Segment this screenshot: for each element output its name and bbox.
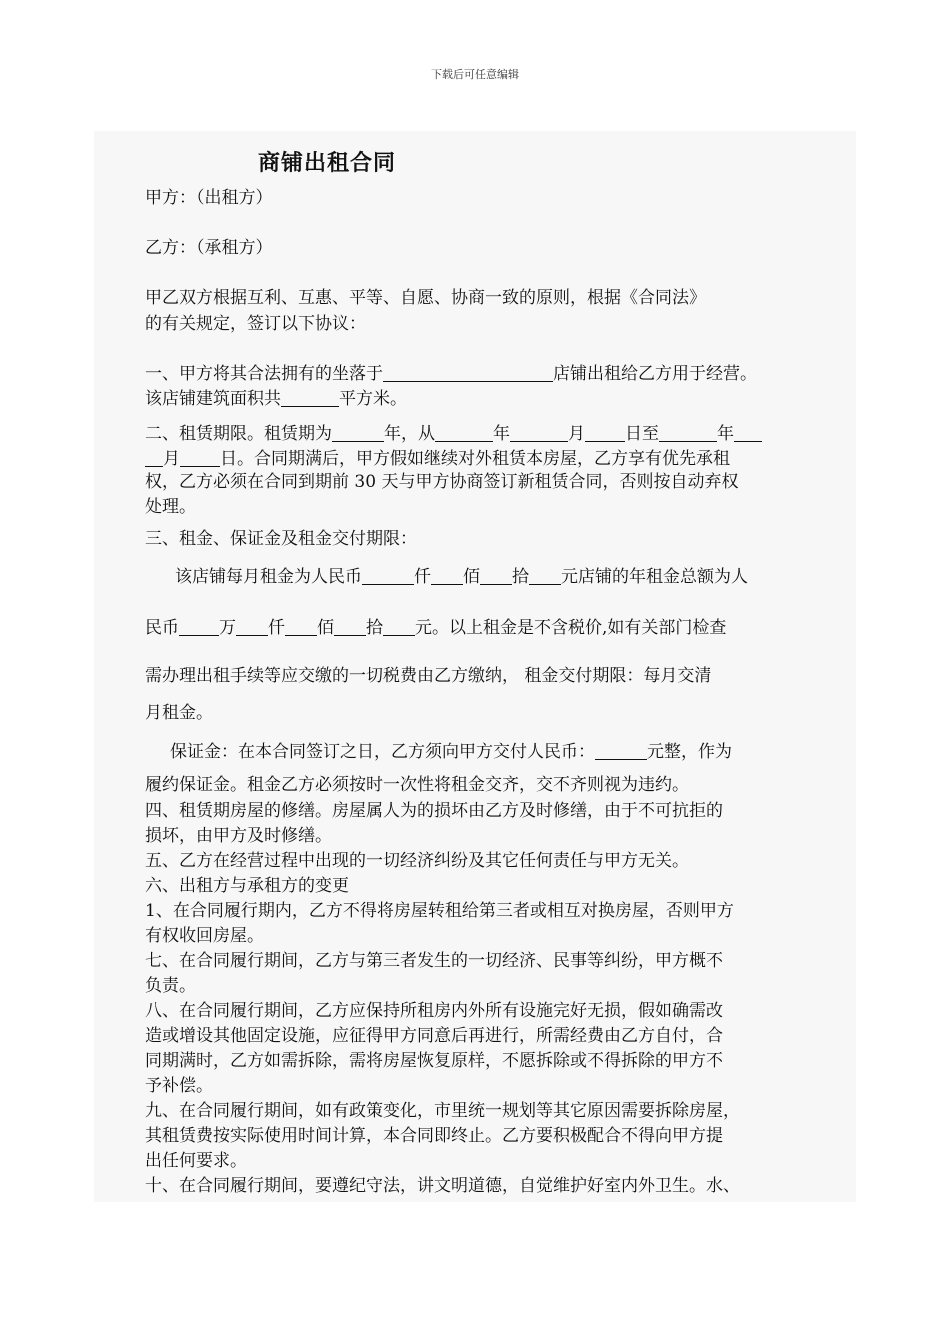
- text-segment: 日。合同期满后，甲方假如继续对外租赁本房屋，乙方享有优先承租: [220, 449, 730, 469]
- blank-field: [431, 567, 463, 585]
- blank-field: [236, 618, 268, 636]
- text-segment: 月: [163, 449, 180, 469]
- text-segment: 一、甲方将其合法拥有的坐落于: [145, 364, 383, 384]
- text-line: [145, 878, 349, 895]
- text-segment: 年: [717, 424, 734, 444]
- text-line: [145, 389, 407, 408]
- blank-field: [595, 742, 647, 760]
- text-segment: 三、租金、保证金及租金交付期限：: [145, 529, 417, 549]
- text-segment: 元店铺的年租金总额为人: [561, 567, 748, 587]
- text-segment: 权，乙方必须在合同到期前 30 天与甲方协商签订新租赁合同，否则按自动弃权: [145, 472, 739, 492]
- blank-field: [383, 618, 415, 636]
- text-segment: 甲方：（出租方）: [145, 188, 273, 208]
- text-line: [145, 705, 213, 722]
- text-segment: 的有关规定，签订以下协议：: [145, 314, 366, 334]
- text-segment: 保证金：在本合同签订之日，乙方须向甲方交付人民币：: [170, 742, 595, 762]
- text-line: [175, 567, 748, 586]
- text-segment: 元。以上租金是不含税价,如有关部门检查: [415, 618, 727, 638]
- blank-field: [659, 424, 717, 442]
- text-segment: 该店铺每月租金为人民币: [175, 567, 362, 587]
- blank-field: [362, 567, 414, 585]
- text-segment: 佰: [317, 618, 334, 638]
- text-line: [145, 1128, 723, 1145]
- text-line: [145, 531, 417, 548]
- blank-field: [734, 424, 762, 442]
- text-segment: 年，从: [384, 424, 435, 444]
- blank-field: [383, 364, 553, 382]
- text-segment: 店铺出租给乙方用于经营。: [553, 364, 757, 384]
- header-note: 下载后可任意编辑: [431, 68, 519, 81]
- text-line: [145, 290, 706, 307]
- text-segment: 月租金。: [145, 703, 213, 723]
- text-line: [145, 928, 264, 945]
- blank-field: [332, 424, 384, 442]
- text-segment: 拾: [366, 618, 383, 638]
- text-segment: 甲乙双方根据互利、互惠、平等、自愿、协商一致的原则，根据《合同法》: [145, 288, 706, 308]
- text-line: [145, 1103, 740, 1120]
- text-segment: 七、在合同履行期间，乙方与第三者发生的一切经济、民事等纠纷，甲方概不: [145, 951, 723, 971]
- text-line: [145, 668, 711, 685]
- blank-field: [585, 424, 625, 442]
- text-segment: 仟: [268, 618, 285, 638]
- text-line: [145, 828, 332, 845]
- text-line: [145, 903, 734, 920]
- blank-field: [510, 424, 568, 442]
- text-segment: 日至: [625, 424, 659, 444]
- text-segment: 八、在合同履行期间，乙方应保持所租房内外所有设施完好无损，假如确需改: [145, 1001, 723, 1021]
- text-segment: 处理。: [145, 497, 196, 517]
- text-segment: 该店铺建筑面积共: [145, 389, 281, 409]
- text-segment: 其租赁费按实际使用时间计算，本合同即终止。乙方要积极配合不得向甲方提: [145, 1126, 723, 1146]
- text-segment: 四、租赁期房屋的修缮。房屋属人为的损坏由乙方及时修缮，由于不可抗拒的: [145, 801, 723, 821]
- blank-field: [179, 618, 219, 636]
- text-line: [145, 240, 273, 257]
- text-line: [145, 316, 366, 333]
- text-segment: 1、在合同履行期内，乙方不得将房屋转租给第三者或相互对换房屋，否则甲方: [145, 901, 734, 921]
- text-segment: 仟: [414, 567, 431, 587]
- blank-field: [334, 618, 366, 636]
- text-line: [145, 853, 689, 870]
- blank-field: [180, 449, 220, 467]
- text-segment: 负责。: [145, 976, 196, 996]
- text-segment: 予补偿。: [145, 1076, 213, 1096]
- text-segment: 造或增设其他固定设施，应征得甲方同意后再进行，所需经费由乙方自付，合: [145, 1026, 723, 1046]
- text-line: [145, 449, 730, 468]
- text-line: [145, 364, 757, 383]
- text-segment: 乙方：（承租方）: [145, 238, 273, 258]
- text-segment: 十、在合同履行期间，要遵纪守法，讲文明道德，自觉维护好室内外卫生。水、: [145, 1176, 740, 1196]
- text-line: [145, 499, 196, 516]
- text-line: [145, 474, 738, 491]
- document-title: 商铺出租合同: [258, 151, 397, 176]
- text-line: [145, 190, 273, 207]
- text-segment: 元整，作为: [647, 742, 732, 762]
- text-line: [145, 803, 723, 820]
- text-segment: 佰: [463, 567, 480, 587]
- text-segment: 二、租赁期限。租赁期为: [145, 424, 332, 444]
- blank-field: [285, 618, 317, 636]
- text-line: [145, 1053, 723, 1070]
- text-segment: 损坏，由甲方及时修缮。: [145, 826, 332, 846]
- blank-field: [529, 567, 561, 585]
- text-segment: 民币: [145, 618, 179, 638]
- blank-field: [145, 449, 163, 467]
- text-line: [145, 953, 723, 970]
- text-segment: 需办理出租手续等应交缴的一切税费由乙方缴纳， 租金交付期限：每月交清: [145, 666, 712, 686]
- blank-field: [281, 389, 339, 407]
- text-line: [145, 1003, 723, 1020]
- text-segment: 有权收回房屋。: [145, 926, 264, 946]
- text-segment: 五、乙方在经营过程中出现的一切经济纠纷及其它任何责任与甲方无关。: [145, 851, 689, 871]
- text-line: [170, 742, 732, 761]
- blank-field: [480, 567, 512, 585]
- text-segment: 九、在合同履行期间，如有政策变化，市里统一规划等其它原因需要拆除房屋，: [145, 1101, 740, 1121]
- text-line: [145, 1153, 247, 1170]
- text-segment: 履约保证金。租金乙方必须按时一次性将租金交齐，交不齐则视为违约。: [145, 775, 689, 795]
- text-segment: 六、出租方与承租方的变更: [145, 876, 349, 896]
- text-segment: 同期满时，乙方如需拆除，需将房屋恢复原样，不愿拆除或不得拆除的甲方不: [145, 1051, 723, 1071]
- text-segment: 年: [493, 424, 510, 444]
- text-line: [145, 1078, 213, 1095]
- text-line: [145, 1028, 723, 1045]
- text-line: [145, 777, 689, 794]
- text-line: [145, 618, 726, 637]
- text-line: [145, 424, 762, 443]
- text-segment: 出任何要求。: [145, 1151, 247, 1171]
- text-line: [145, 978, 196, 995]
- text-line: [145, 1178, 740, 1195]
- text-segment: 拾: [512, 567, 529, 587]
- text-segment: 平方米。: [339, 389, 407, 409]
- blank-field: [435, 424, 493, 442]
- text-segment: 月: [568, 424, 585, 444]
- text-segment: 万: [219, 618, 236, 638]
